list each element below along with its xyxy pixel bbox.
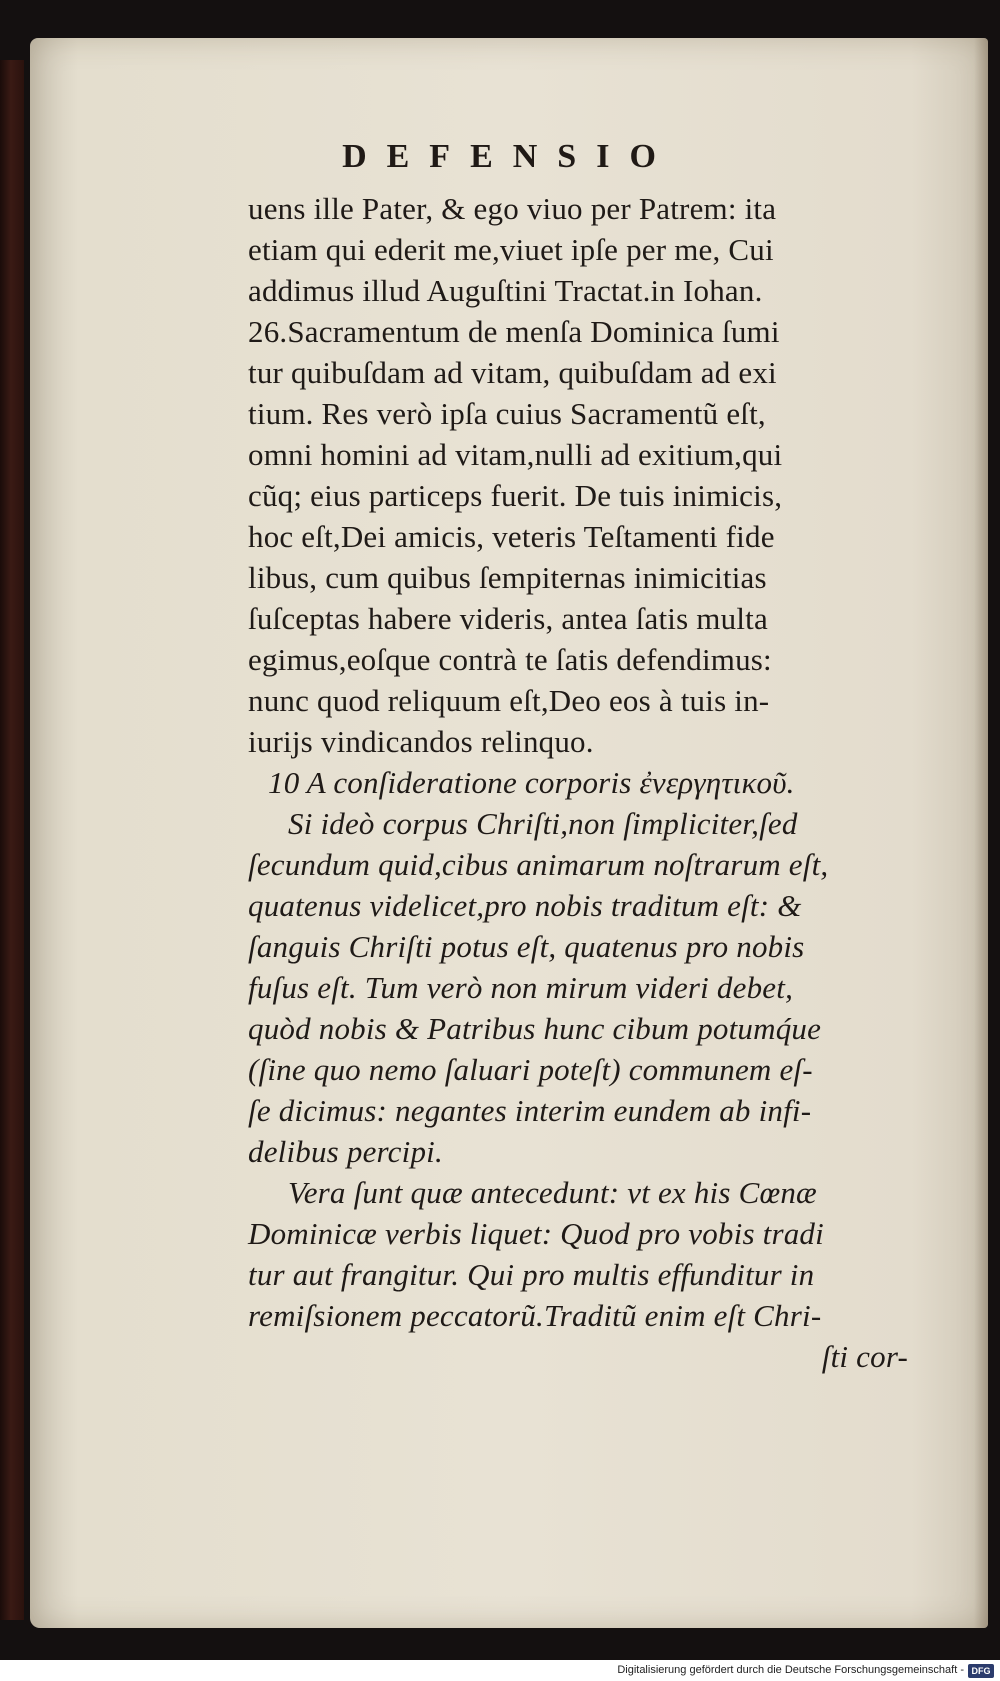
text-line: fuſus eſt. Tum verò non mirum videri debet, bbox=[248, 970, 794, 1005]
text-block bbox=[248, 188, 948, 1377]
book-binding bbox=[0, 60, 24, 1620]
text-line: ſuſceptas habere videris, antea ſatis multa bbox=[248, 601, 768, 636]
text-line: Vera ſunt quæ antecedunt: vt ex his Cœnæ bbox=[288, 1175, 817, 1210]
dfg-logo: DFG bbox=[968, 1664, 994, 1678]
text-line: 10 A conſideratione corporis ἐνεργητικοῦ. bbox=[268, 765, 795, 800]
text-line: 26.Sacramentum de menſa Dominica ſumi bbox=[248, 314, 780, 349]
text-line: etiam qui ederit me,viuet ipſe per me, Cui bbox=[248, 232, 774, 267]
text-line: hoc eſt,Dei amicis, veteris Teſtamenti fide bbox=[248, 519, 775, 554]
text-line: quatenus videlicet,pro nobis traditum eſt: & bbox=[248, 888, 802, 923]
text-line: tium. Res verò ipſa cuius Sacramentũ eſt, bbox=[248, 396, 766, 431]
text-line: omni homini ad vitam,nulli ad exitium,qui bbox=[248, 437, 783, 472]
text-line: nunc quod reliquum eſt,Deo eos à tuis in- bbox=[248, 683, 770, 718]
text-line: quòd nobis & Patribus hunc cibum potumq́ue bbox=[248, 1011, 822, 1046]
text-line: remiſsionem peccatorũ.Traditũ enim eſt Chri- bbox=[248, 1298, 822, 1333]
book-page bbox=[30, 38, 988, 1628]
text-line: cũq; eius particeps fuerit. De tuis inimicis, bbox=[248, 478, 783, 513]
text-line: iurijs vindicandos relinquo. bbox=[248, 724, 594, 759]
text-line: (ſine quo nemo ſaluari poteſt) communem eſ- bbox=[248, 1052, 813, 1087]
text-line: Dominicæ verbis liquet: Quod pro vobis tradi bbox=[248, 1216, 824, 1251]
text-line: addimus illud Auguſtini Tractat.in Iohan. bbox=[248, 273, 763, 308]
text-line: egimus,eoſque contrà te ſatis defendimus: bbox=[248, 642, 772, 677]
text-line: libus, cum quibus ſempiternas inimicitias bbox=[248, 560, 767, 595]
running-head: DEFENSIO bbox=[342, 138, 676, 175]
text-line: tur aut frangitur. Qui pro multis effunditur in bbox=[248, 1257, 815, 1292]
text-line: tur quibuſdam ad vitam, quibuſdam ad exi bbox=[248, 355, 777, 390]
text-line: ſanguis Chriſti potus eſt, quatenus pro nobis bbox=[248, 929, 805, 964]
text-line: ſecundum quid,cibus animarum noſtrarum eſt, bbox=[248, 847, 829, 882]
text-line: ſe dicimus: negantes interim eundem ab infi- bbox=[248, 1093, 812, 1128]
page-edge-shadow bbox=[974, 38, 988, 1628]
text-line: uens ille Pater, & ego viuo per Patrem: ita bbox=[248, 191, 777, 226]
text-line: delibus percipi. bbox=[248, 1134, 443, 1169]
text-line: Si ideò corpus Chriſti,non ſimpliciter,ſed bbox=[288, 806, 798, 841]
footer-credit: Digitalisierung gefördert durch die Deutsche Forschungsgemeinschaft - bbox=[617, 1664, 964, 1676]
text-line: ſti cor- bbox=[821, 1339, 908, 1374]
footer-bar bbox=[0, 1662, 1000, 1681]
